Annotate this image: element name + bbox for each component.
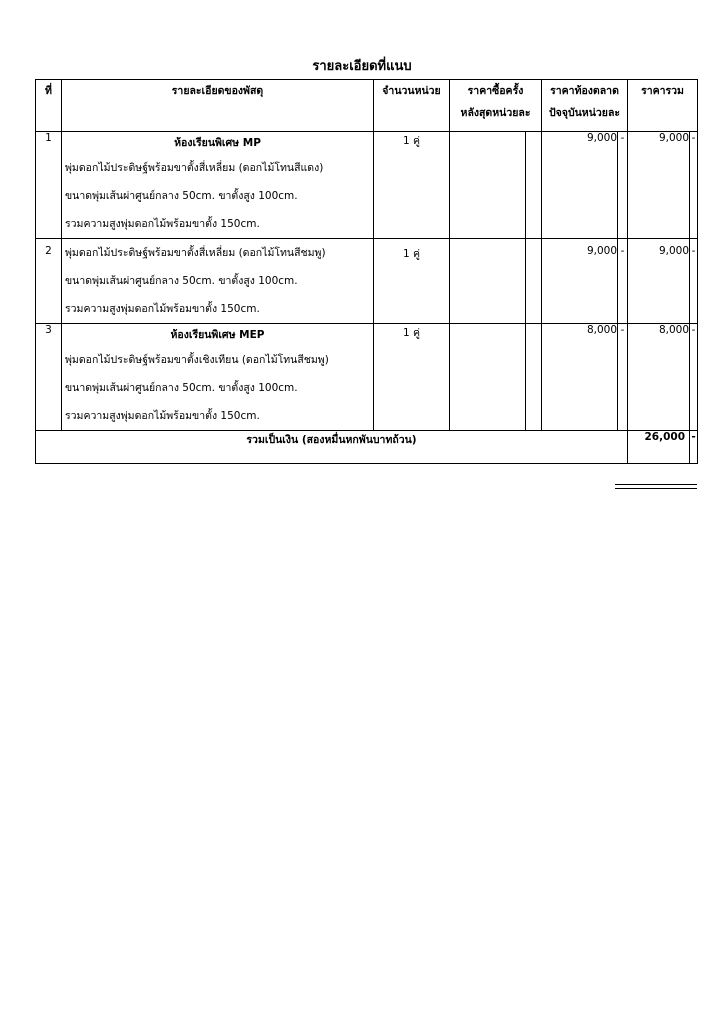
col-no-header: ที่ [36,80,62,132]
col-last-price-header: ราคาซื้อครั้ง หลังสุดหน่วยละ [450,80,542,132]
item-description: ห้องเรียนพิเศษ MP พุ่มดอกไม้ประดิษฐ์พร้อมขาตั้งสี่เหลี่ยม (ดอกไม้โทนสีแดง) ขนาดพุ่มเส้นผ่าศูนย์กลาง 50cm. ขาตั้งสูง 100cm. รวมความสูงพุ่มดอกไม้พร้อมขาตั้ง 150cm. [62,132,374,239]
col-market-price-header: ราคาท้องตลาด ปัจจุบันหน่วยละ [542,80,628,132]
last-price-sub-cell [526,239,542,324]
last-price-sub-cell [526,324,542,431]
item-qty: 1 คู่ [374,239,450,324]
market-price: 9,000 [542,132,618,239]
section-heading: ห้องเรียนพิเศษ MEP [170,329,265,341]
market-price: 9,000 [542,239,618,324]
item-description: ห้องเรียนพิเศษ MEP พุ่มดอกไม้ประดิษฐ์พร้อมขาตั้งเชิงเทียน (ดอกไม้โทนสีชมพู) ขนาดพุ่มเส้นผ่าศูนย์กลาง 50cm. ขาตั้งสูง 100cm. รวมความสูงพุ่มดอกไม้พร้อมขาตั้ง 150cm. [62,324,374,431]
summary-row [36,431,698,464]
item-qty: 1 คู่ [374,132,450,239]
header-row [36,80,698,132]
total-price-satang: - [690,132,698,239]
total-price-satang: - [690,239,698,324]
table-row [36,239,698,324]
item-number: 3 [36,324,62,431]
col-total-header: ราคารวม [628,80,698,132]
item-number: 1 [36,132,62,239]
items-table [35,79,698,464]
market-price-satang: - [618,324,628,431]
double-underline [615,484,697,489]
item-qty: 1 คู่ [374,324,450,431]
total-price: 8,000 [628,324,690,431]
col-desc-header: รายละเอียดของพัสดุ [62,80,374,132]
last-price-cell [450,324,526,431]
last-price-cell [450,132,526,239]
total-price: 9,000 [628,239,690,324]
summary-label: รวมเป็นเงิน (สองหมื่นหกพันบาทถ้วน) [36,431,628,464]
summary-amount: 26,000 [628,431,690,464]
section-heading: ห้องเรียนพิเศษ MP [174,137,261,149]
market-price-satang: - [618,132,628,239]
page-title: รายละเอียดที่แนบ [312,59,412,74]
market-price: 8,000 [542,324,618,431]
table-row [36,132,698,239]
table-row [36,324,698,431]
col-qty-header: จำนวนหน่วย [374,80,450,132]
total-price-satang: - [690,324,698,431]
market-price-satang: - [618,239,628,324]
last-price-sub-cell [526,132,542,239]
last-price-cell [450,239,526,324]
total-price: 9,000 [628,132,690,239]
summary-satang: - [690,431,698,464]
item-number: 2 [36,239,62,324]
item-description: พุ่มดอกไม้ประดิษฐ์พร้อมขาตั้งสี่เหลี่ยม (ดอกไม้โทนสีชมพู) ขนาดพุ่มเส้นผ่าศูนย์กลาง 50cm. ขาตั้งสูง 100cm. รวมความสูงพุ่มดอกไม้พร้อมขาตั้ง 150cm. [62,239,374,324]
